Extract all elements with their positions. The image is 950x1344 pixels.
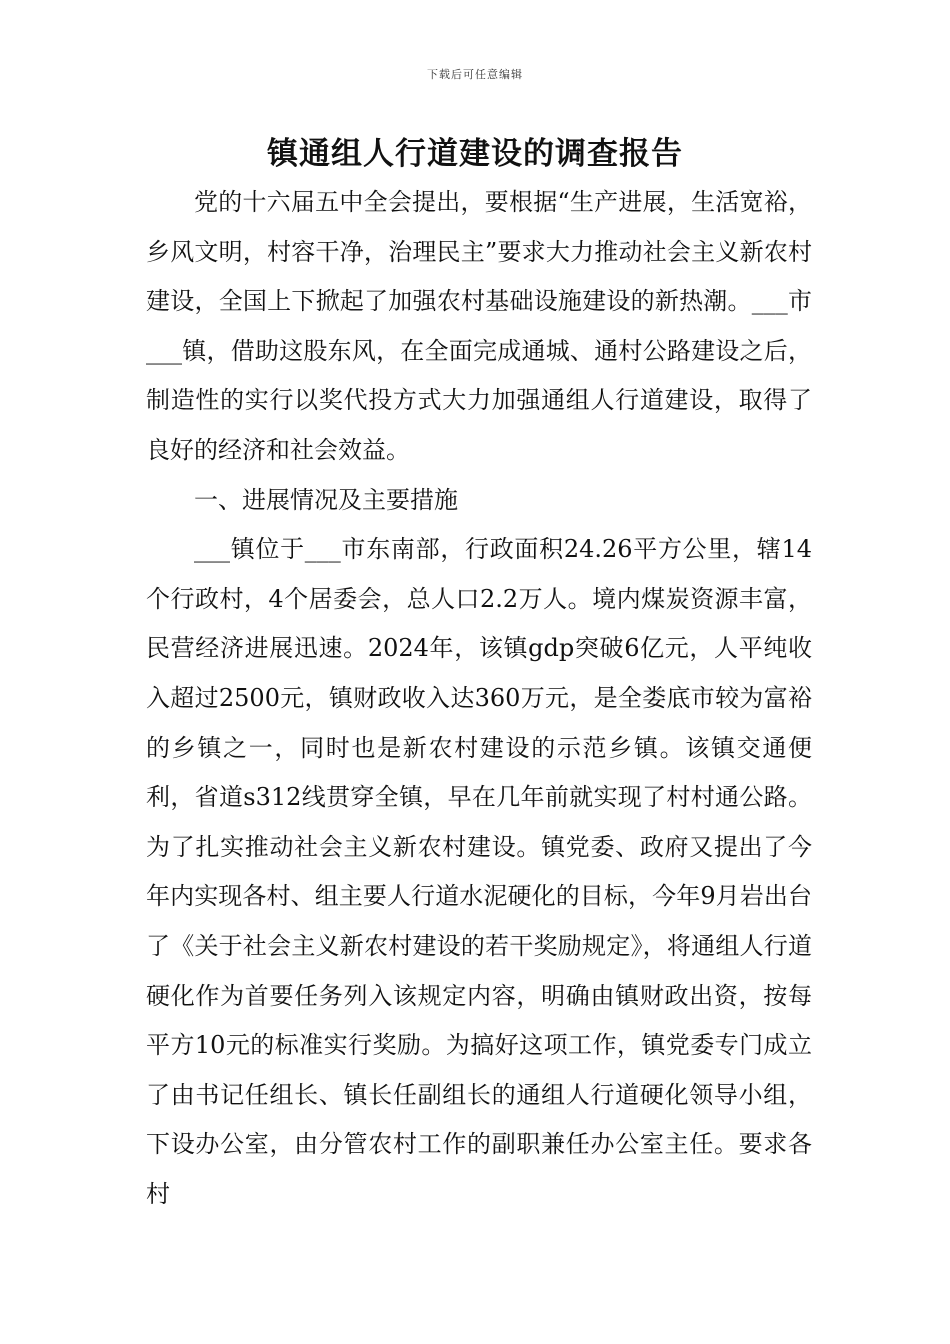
document-title: 镇通组人行道建设的调查报告 [267,136,683,172]
section-heading: 一、进展情况及主要措施 [194,485,458,514]
document-body [146,178,812,1219]
header-note: 下载后可任意编辑 [427,68,523,81]
paragraph-intro: 党的十六届五中全会提出，要根据“生产进展，生活宽裕，乡风文明，村容干净，治理民主”要求大力推动社会主义新农村建设，全国上下掀起了加强农村基础设施建设的新热潮。___市___镇，借助这股东风，在全面完成通城、通村公路建设之后，制造性的实行以奖代投方式大力加强通组人行道建设，取得了良好的经济和社会效益。 [146,188,812,464]
paragraph-overview: ___镇位于___市东南部，行政面积24.26平方公里，辖14个行政村，4个居委会，总人口2.2万人。境内煤炭资源丰富，民营经济进展迅速。2024年，该镇gdp突破6亿元，人平纯收入超过2500元，镇财政收入达360万元，是全娄底市较为富裕的乡镇之一，同时也是新农村建设的示范乡镇。该镇交通便利，省道s312线贯穿全镇，早在几年前就实现了村村通公路。为了扎实推动社会主义新农村建设。镇党委、政府又提出了今年内实现各村、组主要人行道水泥硬化的目标，今年9月岩出台了《关于社会主义新农村建设的若干奖励规定》，将通组人行道硬化作为首要任务列入该规定内容，明确由镇财政出资，按每平方10元的标准实行奖励。为搞好这项工作，镇党委专门成立了由书记任组长、镇长任副组长的通组人行道硬化领导小组，下设办公室，由分管农村工作的副职兼任办公室主任。要求各村 [146,535,812,1208]
